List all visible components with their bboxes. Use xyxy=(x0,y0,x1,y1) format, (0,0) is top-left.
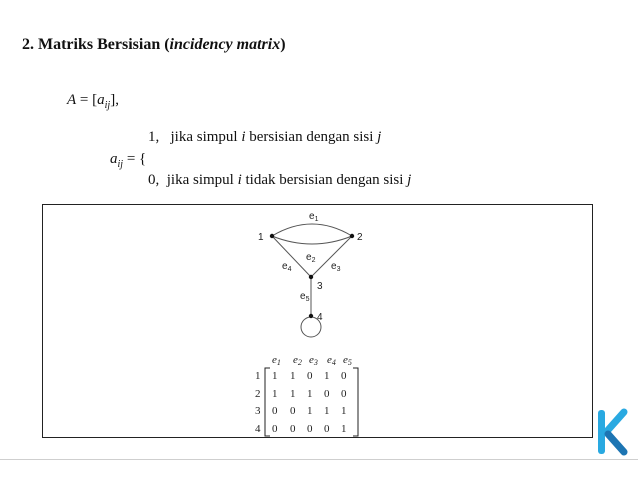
vertex-3 xyxy=(309,275,313,279)
vertex-2 xyxy=(350,234,354,238)
matrix-right-bracket xyxy=(353,368,358,436)
matrix-row-1 xyxy=(272,370,347,382)
case2-text-a: jika simpul xyxy=(166,172,238,188)
matrix-cell: 0 xyxy=(307,370,313,382)
matrix-cell: 0 xyxy=(272,405,278,417)
matrix-cell: 0 xyxy=(290,423,296,435)
def-eq: = [ xyxy=(76,92,98,108)
heading-number: 2. Matriks Bersisian ( xyxy=(22,36,170,53)
edge-label-e4: $e_4$ xyxy=(282,261,292,273)
case2-text-b: tidak bersisian dengan sisi xyxy=(241,172,408,188)
matrix-row-label-2: 2 xyxy=(255,388,261,400)
pw-ij: ij xyxy=(117,159,124,170)
matrix-row-2 xyxy=(272,388,347,400)
matrix-cell: 1 xyxy=(324,405,330,417)
matrix-col-e5: e5 xyxy=(343,354,352,367)
matrix-row-label-1: 1 xyxy=(255,370,261,382)
def-ij: ij xyxy=(104,100,111,111)
case2-value: 0, xyxy=(148,172,160,188)
vertex-label-1: 1 xyxy=(258,232,264,243)
heading-close: ) xyxy=(280,36,286,53)
matrix-cell: 1 xyxy=(290,388,296,400)
edge-label-e5: $e_5$ xyxy=(300,291,310,303)
matrix-cell: 1 xyxy=(307,405,313,417)
pw-eq: = { xyxy=(123,151,147,167)
matrix-col-e4: e4 xyxy=(327,354,336,367)
matrix-cell: 1 xyxy=(341,423,347,435)
matrix-cell: 1 xyxy=(324,370,330,382)
vertex-4 xyxy=(309,314,313,318)
matrix-cell: 1 xyxy=(307,388,313,400)
matrix-row-label-3: 3 xyxy=(255,405,261,417)
matrix-cell: 0 xyxy=(324,388,330,400)
matrix-cell: 1 xyxy=(272,388,278,400)
case2-i: i xyxy=(237,172,242,188)
edge-e1 xyxy=(272,224,352,236)
vertex-label-4: 4 xyxy=(317,312,323,323)
vertex-label-3: 3 xyxy=(317,281,323,292)
case1-j: j xyxy=(377,129,382,145)
vertex-label-2: 2 xyxy=(357,232,363,243)
pw-a: a xyxy=(110,151,118,167)
matrix-col-e1: e1 xyxy=(272,354,281,367)
case1-text-a: jika simpul xyxy=(170,129,242,145)
matrix-cell: 0 xyxy=(324,423,330,435)
edge-label-e3: $e_3$ xyxy=(331,261,341,273)
case2-j: j xyxy=(407,172,412,188)
matrix-cell: 0 xyxy=(341,388,347,400)
matrix-cell: 0 xyxy=(290,405,296,417)
matrix-cell: 0 xyxy=(341,370,347,382)
def-close: ], xyxy=(110,92,119,108)
brand-logo-icon xyxy=(598,410,624,454)
vertex-1 xyxy=(270,234,274,238)
case1-i: i xyxy=(241,129,246,145)
edge-label-e1: $e_1$ xyxy=(309,211,319,223)
matrix-cell: 1 xyxy=(272,370,278,382)
matrix-col-e2: e2 xyxy=(293,354,302,367)
def-a: a xyxy=(97,92,105,108)
matrix-cell: 0 xyxy=(272,423,278,435)
edge-label-e2: $e_2$ xyxy=(306,252,316,264)
footer-divider xyxy=(0,459,638,460)
matrix-cell: 1 xyxy=(290,370,296,382)
matrix-cell: 1 xyxy=(341,405,347,417)
case1-text-b: bersisian dengan sisi xyxy=(245,129,378,145)
matrix-col-e3: e3 xyxy=(309,354,318,367)
matrix-cell: 0 xyxy=(307,423,313,435)
matrix-row-label-4: 4 xyxy=(255,423,261,435)
matrix-row-3 xyxy=(272,405,347,417)
matrix-row-4 xyxy=(272,423,347,435)
case1-value: 1, xyxy=(148,129,160,145)
heading-italic: incidency matrix xyxy=(169,36,281,53)
matrix-left-bracket xyxy=(265,368,270,436)
edge-e2 xyxy=(272,236,352,244)
def-lhs: A xyxy=(67,92,77,108)
